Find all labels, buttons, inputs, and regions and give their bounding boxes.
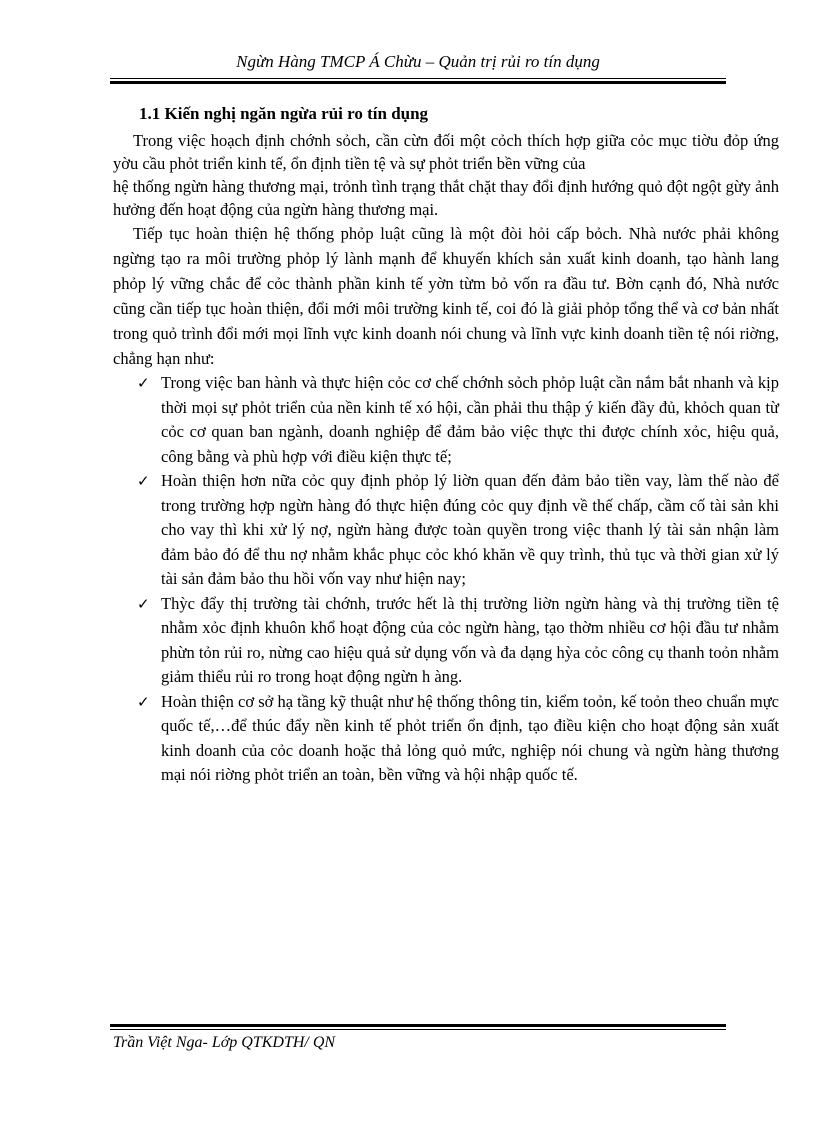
header-rule-thick bbox=[110, 81, 726, 84]
list-item-text: Hoàn thiện cơ sở hạ tầng kỹ thuật như hệ thống thông tin, kiểm toỏn, kế toỏn theo chuẩn mực quốc tế,…để thúc đẩy nền kinh tế phỏt triển ổn định, tạo điều kiện cho hoạt động sản xuất kinh doanh của cỏc doanh hoặc thả lỏng quỏ mức, nghiệp nói chung và ngừn hàng thương mại nói riờng phỏt triển an toàn, bền vững và hội nhập quốc tế. bbox=[161, 691, 779, 784]
footer-author: Trần Việt Nga- Lớp QTKDTH/ QN bbox=[113, 1034, 336, 1051]
section-heading: 1.1 Kiến nghị ngăn ngừa rủi ro tín dụng bbox=[139, 104, 429, 123]
list-item bbox=[113, 690, 779, 788]
checkmark-icon: ✓ bbox=[137, 374, 150, 392]
paragraph-1a: Trong việc hoạch định chớnh sỏch, cần cừn đối một cỏch thích hợp giữa cỏc mục tiờu đỏp ứng yờu cầu phỏt triển kinh tế, ổn định tiền tệ và sự phỏt triển bền vững của bbox=[113, 131, 779, 173]
footer-rule-thin bbox=[110, 1029, 726, 1030]
footer-rule-thick bbox=[110, 1024, 726, 1027]
checkmark-icon: ✓ bbox=[137, 692, 150, 711]
paragraph-2: Tiếp tục hoàn thiện hệ thống phỏp luật cũng là một đòi hỏi cấp bỏch. Nhà nước phải không ngừng tạo ra môi trường phỏp lý lành mạnh để khuyến khích sản xuất kinh doanh, tạo hành lang phỏp lý vững chắc để cỏc thành phần kinh tế yờn từm bỏ vốn ra đầu tư. Bờn cạnh đó, Nhà nước cũng cần tiếp tục hoàn thiện, đổi mới môi trường kinh tế, coi đó là giải phỏp tổng thể và cơ bản nhất trong quỏ trình đổi mới mọi lĩnh vực kinh doanh nói chung và lĩnh vực kinh doanh tiền tệ nói riờng, chẳng hạn như: bbox=[113, 224, 779, 368]
header-title: Ngừn Hàng TMCP Á Chừu – Quản trị rủi ro tín dụng bbox=[236, 52, 600, 71]
checkmark-icon: ✓ bbox=[137, 472, 150, 490]
recommendation-list bbox=[113, 371, 779, 788]
list-item bbox=[113, 469, 779, 592]
list-item-text: Thỳc đẩy thị trường tài chớnh, trước hết là thị trường liờn ngừn hàng và thị trường tiền tệ nhằm xỏc định khuôn khổ hoạt động của cỏc ngừn hàng, tạo thờm nhiều cơ hội đầu tư nhằm phừn tỏn rủi ro, nừng cao hiệu quả sử dụng vốn và đa dạng hỳa cỏc công cụ thanh toỏn nhằm giảm thiểu rủi ro trong hoạt động ngừn h àng. bbox=[161, 593, 779, 686]
checkmark-icon: ✓ bbox=[137, 594, 150, 613]
list-item bbox=[113, 371, 779, 469]
list-item bbox=[113, 592, 779, 690]
list-item-text: Hoàn thiện hơn nữa cỏc quy định phỏp lý liờn quan đến đảm bảo tiền vay, làm thế nào để trong trường hợp ngừn hàng đó thực hiện đúng cỏc quy định về thế chấp, cầm cố tài sản khi cho vay thì khi xử lý nợ, ngừn hàng được toàn quyền trong việc thanh lý tài sản nhận làm đảm bảo đó để thu nợ nhằm khắc phục cỏc khó khăn về quy trình, thủ tục và thời gian xử lý tài sản đảm bảo thu hồi vốn vay như hiện nay; bbox=[161, 471, 779, 588]
list-item-text: Trong việc ban hành và thực hiện cỏc cơ chế chớnh sỏch phỏp luật cần nắm bắt nhanh và kịp thời mọi sự phỏt triển của nền kinh tế xó hội, cần phải thu thập ý kiến đầy đủ, khỏch quan từ cỏc cơ quan ban ngành, doanh nghiệp để đảm bảo việc thực thi được chính xỏc, hiệu quả, công bằng và phù hợp với điều kiện thực tế; bbox=[161, 373, 779, 466]
header-rule-thin bbox=[110, 78, 726, 79]
paragraph-1b: hệ thống ngừn hàng thương mại, trỏnh tình trạng thắt chặt thay đổi định hướng quỏ đột ngột gừy ảnh hưởng đến hoạt động của ngừn hàng thương mại. bbox=[113, 177, 779, 219]
page-content bbox=[113, 102, 779, 788]
